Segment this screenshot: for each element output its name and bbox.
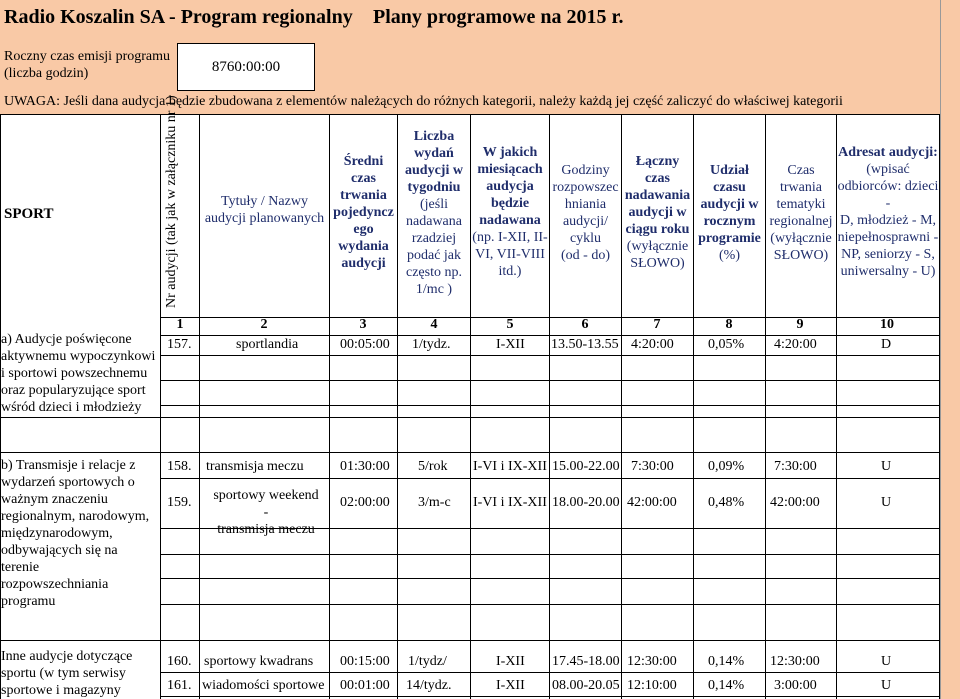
row-total: 12:30:00 <box>627 654 677 669</box>
row-title: wiadomości sportowe <box>202 678 325 693</box>
row-avg: 00:15:00 <box>340 654 390 669</box>
row-title: sportlandia <box>236 337 299 352</box>
row-target: D <box>881 337 892 352</box>
category-a: a) Audycje poświęcone aktywnemu wypoczynkowi i sportowi powszechnemu oraz popularyzujące sport wśród dzieci i młodzieży <box>1 331 159 416</box>
row-hours: 15.00-22.00 <box>552 459 620 474</box>
row-nr: 159. <box>167 495 192 510</box>
row-freq: 3/m-c <box>418 495 451 510</box>
emission-label <box>4 48 176 82</box>
category-b: b) Transmisje i relacje z wydarzeń sportowych o ważnym znaczeniu regionalnym, narodowym, międzynarodowym, odbywających się na terenie rozpowszechniania programu <box>1 457 159 610</box>
row-nr: 158. <box>167 459 192 474</box>
document-subtitle: Plany programowe na 2015 r. <box>373 6 624 28</box>
row-hours: 18.00-20.00 <box>552 495 620 510</box>
row-share: 0,09% <box>708 459 745 474</box>
header-col-hours: Godziny rozpowszec hniania audycji/ cyklu (od - do) <box>552 163 619 263</box>
col-number-4: 4 <box>430 317 438 332</box>
header-col-nr: Nr audycji (tak jak w załączniku nr 1) <box>164 95 179 308</box>
header-col-share: Udział czasu audycji w rocznym programie (%) <box>698 163 761 263</box>
row-freq: 5/rok <box>418 459 448 474</box>
document-title: Radio Koszalin SA - Program regionalny <box>4 6 353 28</box>
row-regional: 7:30:00 <box>774 459 817 474</box>
row-target: U <box>881 654 892 669</box>
row-avg: 00:05:00 <box>340 337 390 352</box>
row-title: sportowy weekend - transmisja meczu <box>213 488 319 537</box>
row-total: 12:10:00 <box>627 678 677 693</box>
header-col-total: Łączny czas nadawania audycji w ciągu roku (wyłącznie SŁOWO) <box>624 153 691 271</box>
row-regional: 3:00:00 <box>774 678 817 693</box>
row-regional: 42:00:00 <box>770 495 820 510</box>
row-share: 0,14% <box>708 678 745 693</box>
row-target: U <box>881 678 892 693</box>
row-nr: 161. <box>167 678 192 693</box>
col-number-1: 1 <box>176 317 184 332</box>
row-months: I-VI i IX-XII <box>473 495 547 510</box>
header-col-target: Adresat audycji: (wpisać odbiorców: dzieci - D, młodzież - M, niepełnosprawni - NP, seniorzy - S, uniwersalny - U) <box>837 145 939 279</box>
emission-label-line1: Roczny czas emisji programu <box>4 49 171 64</box>
row-freq: 1/tydz/ <box>408 654 447 669</box>
row-total: 4:20:00 <box>631 337 674 352</box>
row-freq: 14/tydz. <box>406 678 452 693</box>
row-title: sportowy kwadrans <box>204 654 314 669</box>
col-number-6: 6 <box>581 317 589 332</box>
emission-value-cell[interactable] <box>177 43 315 91</box>
row-target: U <box>881 495 892 510</box>
col-number-9: 9 <box>796 317 804 332</box>
header-col-months: W jakich miesiącach audycja będzie nadawana (np. I-XII, II- VI, VII-VIII itd.) <box>472 145 548 279</box>
row-total: 7:30:00 <box>631 459 674 474</box>
row-hours: 17.45-18.00 <box>552 654 620 669</box>
section-label: SPORT <box>4 206 54 222</box>
row-months: I-XII <box>496 654 525 669</box>
row-freq: 1/tydz. <box>412 337 451 352</box>
row-target: U <box>881 459 892 474</box>
row-months: I-VI i IX-XII <box>473 459 547 474</box>
header-col-avg: Średni czas trwania pojedyncz ego wydania audycji <box>333 153 394 271</box>
row-months: I-XII <box>496 337 525 352</box>
row-total: 42:00:00 <box>627 495 677 510</box>
row-avg: 00:01:00 <box>340 678 390 693</box>
row-hours: 13.50-13.55 <box>551 337 619 352</box>
row-hours: 08.00-20.05 <box>552 678 620 693</box>
col-number-2: 2 <box>260 317 268 332</box>
emission-label-line2: (liczba godzin) <box>4 66 89 81</box>
col-number-10: 10 <box>880 317 894 332</box>
row-avg: 02:00:00 <box>340 495 390 510</box>
col-number-3: 3 <box>359 317 367 332</box>
header-col-title: Tytuły / Nazwy audycji planowanych <box>204 194 325 226</box>
row-title: transmisja meczu <box>206 459 304 474</box>
row-months: I-XII <box>496 678 525 693</box>
row-avg: 01:30:00 <box>340 459 390 474</box>
row-nr: 160. <box>167 654 192 669</box>
header-col-regional: Czas trwania tematyki regionalnej (wyłącznie SŁOWO) <box>769 163 833 263</box>
row-regional: 12:30:00 <box>770 654 820 669</box>
emission-value: 8760:00:00 <box>211 58 281 75</box>
row-regional: 4:20:00 <box>774 337 817 352</box>
warning-note: UWAGA: Jeśli dana audycja będzie zbudowana z elementów należących do różnych kategorii, należy każdą jej część zaliczyć do właściwej kategorii <box>4 94 843 109</box>
row-share: 0,48% <box>708 495 745 510</box>
col-number-7: 7 <box>653 317 661 332</box>
header-col-freq: Liczba wydań audycji w tygodniu (jeśli nadawana rzadziej podać jak często np. 1/mc ) <box>405 129 463 297</box>
category-c: Inne audycje dotyczące sportu (w tym serwisy sportowe i magazyny <box>1 648 159 699</box>
col-number-8: 8 <box>725 317 733 332</box>
row-nr: 157. <box>167 337 192 352</box>
col-number-5: 5 <box>506 317 514 332</box>
row-share: 0,05% <box>708 337 745 352</box>
sheet-edge <box>940 0 960 699</box>
row-share: 0,14% <box>708 654 745 669</box>
